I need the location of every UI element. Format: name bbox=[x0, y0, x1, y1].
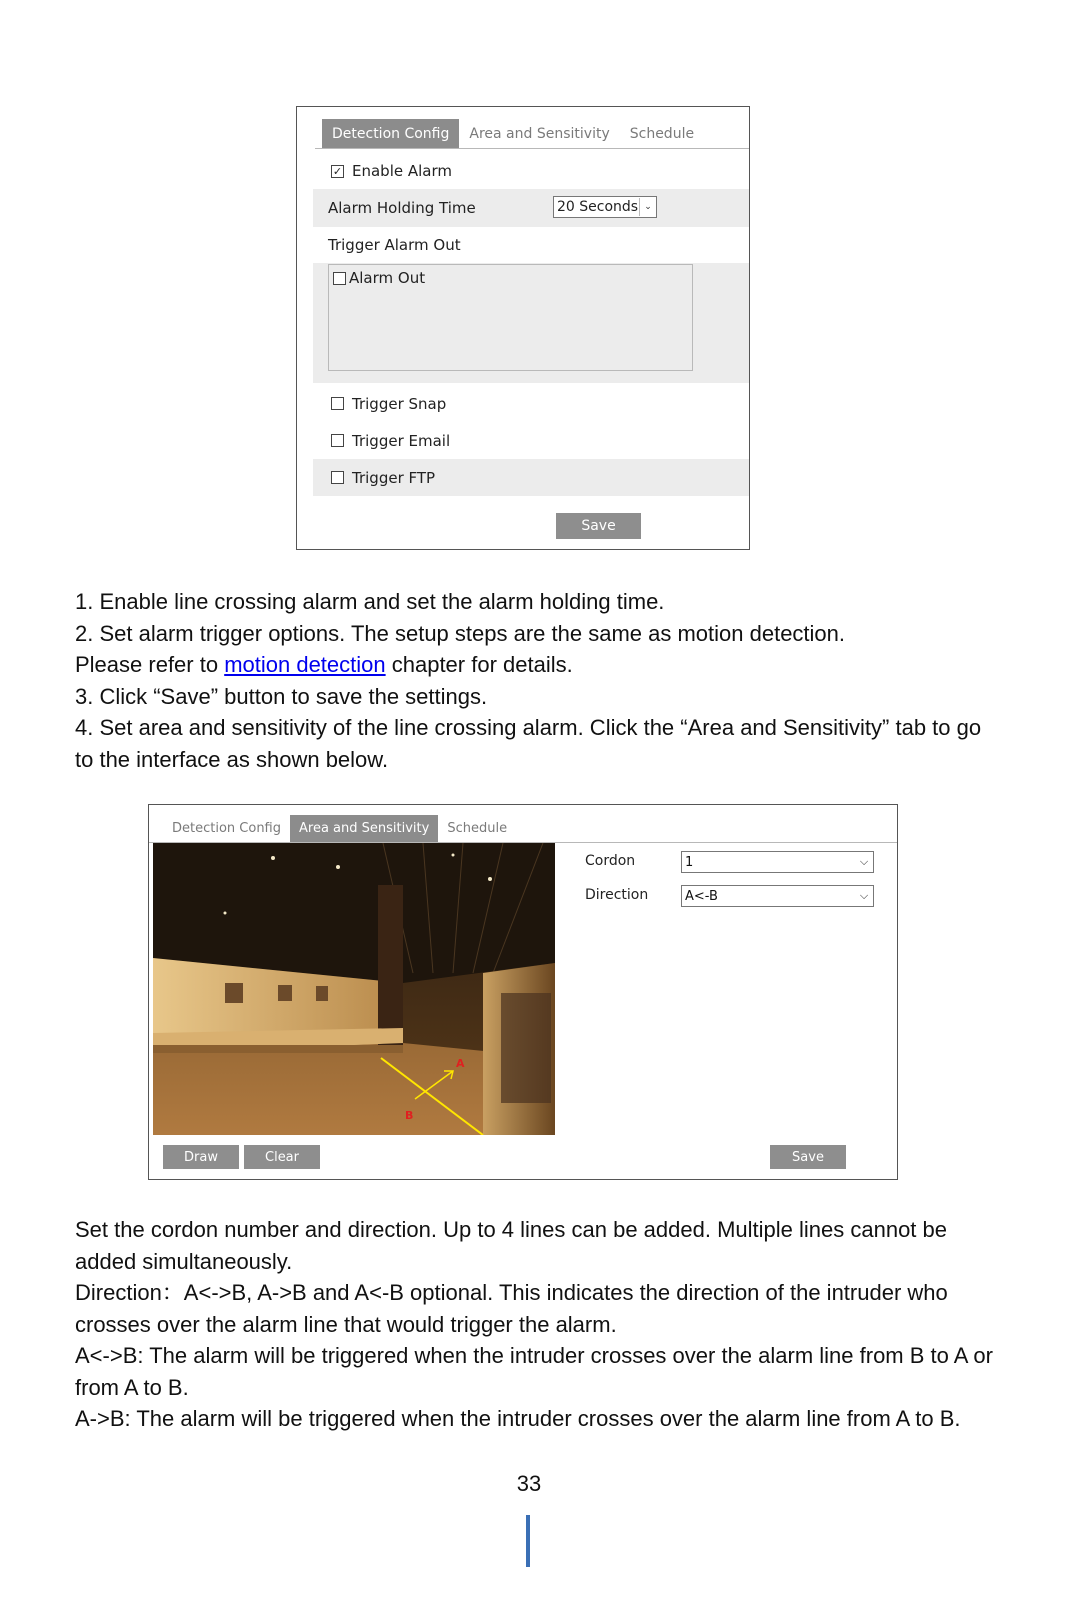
panel2-tab-bar bbox=[163, 815, 516, 842]
clear-button[interactable]: Clear bbox=[244, 1145, 320, 1169]
trigger-alarm-out-label: Trigger Alarm Out bbox=[328, 236, 461, 254]
alarm-out-area bbox=[313, 263, 749, 383]
instructions-block bbox=[75, 586, 1005, 775]
area-and-sensitivity-panel bbox=[148, 804, 898, 1180]
line-label-a: A bbox=[456, 1057, 465, 1070]
tab-area-and-sensitivity[interactable]: Area and Sensitivity bbox=[290, 815, 438, 842]
reference-suffix: chapter for details. bbox=[385, 652, 573, 677]
direction-label: Direction bbox=[585, 887, 649, 903]
trigger-email-checkbox[interactable] bbox=[331, 434, 344, 447]
reference-prefix: Please refer to bbox=[75, 652, 225, 677]
alarm-out-list bbox=[328, 264, 693, 371]
direction-description: Direction：A<->B, A->B and A<-B optional. This indicates the direction of the intruder who crosses over the alarm line that would trigger the alarm. bbox=[75, 1280, 948, 1337]
tab-schedule[interactable]: Schedule bbox=[447, 821, 508, 836]
chevron-down-icon: ⌄ bbox=[639, 198, 656, 216]
motion-detection-link[interactable]: motion detection bbox=[224, 652, 386, 677]
direction-value: A<-B bbox=[685, 888, 718, 904]
page-footer-bar bbox=[526, 1515, 530, 1567]
camera-preview[interactable] bbox=[153, 843, 555, 1135]
draw-button[interactable]: Draw bbox=[163, 1145, 239, 1169]
alarm-holding-time-row bbox=[313, 189, 749, 227]
alarm-holding-time-select[interactable] bbox=[553, 196, 657, 218]
cordon-select[interactable] bbox=[681, 851, 874, 873]
alarm-holding-time-value: 20 Seconds bbox=[557, 199, 639, 215]
save-button[interactable]: Save bbox=[770, 1145, 846, 1169]
alarm-holding-time-label: Alarm Holding Time bbox=[328, 199, 476, 217]
trigger-ftp-checkbox[interactable] bbox=[331, 471, 344, 484]
trigger-snap-checkbox[interactable] bbox=[331, 397, 344, 410]
trigger-email-label: Trigger Email bbox=[352, 431, 451, 450]
trigger-email-row bbox=[313, 422, 749, 459]
cordon-label: Cordon bbox=[585, 853, 636, 869]
alarm-out-checkbox[interactable] bbox=[333, 272, 346, 285]
direction-select[interactable] bbox=[681, 885, 874, 907]
enable-alarm-checkbox[interactable]: ✓ bbox=[332, 164, 343, 178]
chevron-down-icon: ⌵ bbox=[859, 889, 869, 902]
enable-alarm-row bbox=[313, 153, 749, 189]
step-2-reference bbox=[75, 649, 1005, 681]
trigger-ftp-row bbox=[313, 459, 749, 496]
line-label-b: B bbox=[405, 1109, 414, 1122]
step-4-text: 4. Set area and sensitivity of the line crossing alarm. Click the “Area and Sensitivity” tab to go to the interface as shown below. bbox=[75, 715, 982, 772]
step-3-text: 3. Click “Save” button to save the settings. bbox=[75, 683, 488, 709]
chevron-down-icon: ⌵ bbox=[859, 855, 869, 868]
trigger-alarm-out-row bbox=[313, 227, 749, 263]
cordon-value: 1 bbox=[685, 854, 694, 870]
a-to-b-description: A->B: The alarm will be triggered when the intruder crosses over the alarm line from A to B. bbox=[75, 1406, 961, 1431]
trigger-snap-label: Trigger Snap bbox=[352, 394, 447, 413]
step-1-text: 1. Enable line crossing alarm and set the alarm holding time. bbox=[75, 589, 665, 614]
tab-schedule[interactable]: Schedule bbox=[629, 125, 695, 142]
detection-config-panel bbox=[296, 106, 750, 550]
trigger-snap-row bbox=[313, 385, 749, 422]
tab-detection-config[interactable]: Detection Config bbox=[322, 119, 459, 148]
trigger-ftp-label: Trigger FTP bbox=[352, 468, 436, 487]
cordon-description: Set the cordon number and direction. Up to 4 lines can be added. Multiple lines cannot be added simultaneously. bbox=[75, 1217, 947, 1274]
bidirectional-description: A<->B: The alarm will be triggered when the intruder crosses over the alarm line from B to A or from A to B. bbox=[75, 1343, 993, 1400]
direction-explanation-block bbox=[75, 1214, 1005, 1435]
enable-alarm-label: Enable Alarm bbox=[352, 162, 452, 180]
alarm-out-item[interactable] bbox=[333, 269, 425, 287]
page-number: 33 bbox=[516, 1471, 542, 1496]
tab-area-and-sensitivity[interactable]: Area and Sensitivity bbox=[469, 125, 610, 142]
alarm-out-label: Alarm Out bbox=[349, 269, 426, 287]
panel1-tab-bar bbox=[322, 119, 704, 148]
tab-detection-config[interactable]: Detection Config bbox=[172, 821, 281, 836]
camera-preview-image bbox=[153, 843, 555, 1135]
save-button[interactable]: Save bbox=[556, 513, 641, 539]
step-2-text: 2. Set alarm trigger options. The setup steps are the same as motion detection. bbox=[75, 620, 846, 646]
tab-divider bbox=[315, 148, 749, 149]
